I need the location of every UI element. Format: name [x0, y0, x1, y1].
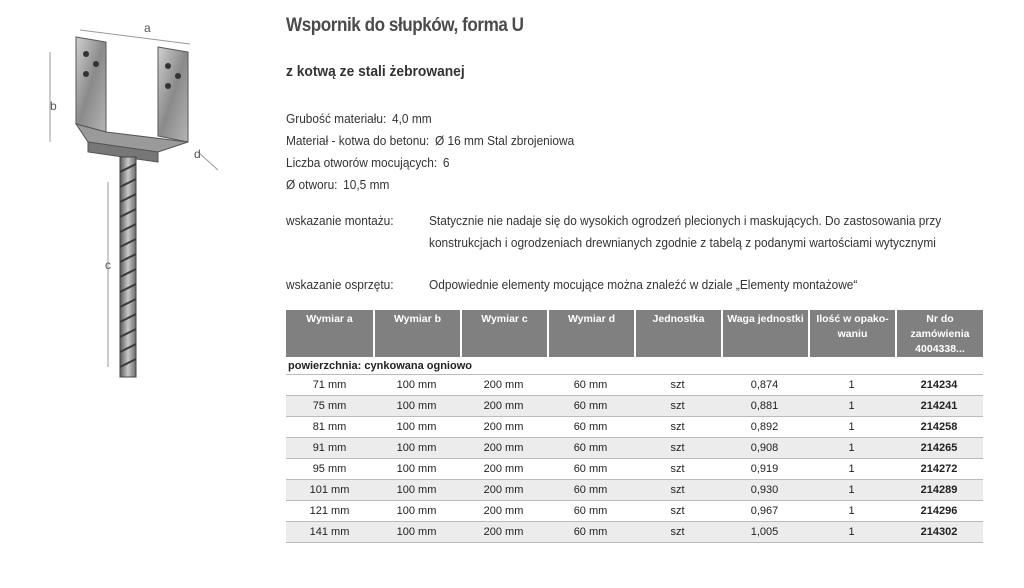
- cell-dimension-b: 100 mm: [373, 396, 460, 417]
- dimension-label-b: b: [50, 99, 57, 113]
- header-dimension-a: Wymiar a: [286, 310, 373, 357]
- spec-value: 4,0 mm: [392, 112, 432, 126]
- cell-unit: szt: [634, 438, 721, 459]
- table-row: [286, 522, 983, 543]
- cell-package-qty: 1: [808, 438, 895, 459]
- cell-unit: szt: [634, 396, 721, 417]
- cell-dimension-d: 60 mm: [547, 396, 634, 417]
- cell-unit-weight: 0,874: [721, 375, 808, 396]
- cell-dimension-a: 101 mm: [286, 480, 373, 501]
- mounting-text: [429, 210, 961, 254]
- cell-package-qty: 1: [808, 396, 895, 417]
- table-header-row: [286, 310, 983, 357]
- u-bracket: [76, 37, 188, 162]
- cell-order-number: 214302: [895, 522, 983, 543]
- cell-unit-weight: 0,930: [721, 480, 808, 501]
- spec-material: [286, 130, 574, 152]
- cell-dimension-d: 60 mm: [547, 480, 634, 501]
- cell-dimension-b: 100 mm: [373, 438, 460, 459]
- cell-dimension-d: 60 mm: [547, 522, 634, 543]
- cell-order-number: 214289: [895, 480, 983, 501]
- cell-dimension-c: 200 mm: [460, 438, 547, 459]
- cell-order-number: 214265: [895, 438, 983, 459]
- cell-package-qty: 1: [808, 375, 895, 396]
- spec-value: 10,5 mm: [343, 178, 390, 192]
- spec-value: Ø 16 mm Stal zbrojeniowa: [434, 134, 575, 148]
- cell-package-qty: 1: [808, 417, 895, 438]
- cell-order-number: 214296: [895, 501, 983, 522]
- cell-dimension-d: 60 mm: [547, 459, 634, 480]
- cell-dimension-b: 100 mm: [373, 522, 460, 543]
- spec-label: Grubość materiału:: [286, 112, 387, 126]
- header-dimension-d: Wymiar d: [547, 310, 634, 357]
- group-label: powierzchnia: cynkowana ogniowo: [286, 357, 983, 375]
- spec-label: Liczba otworów mocujących:: [286, 156, 438, 170]
- table-row: [286, 480, 983, 501]
- header-order-number: Nr do zamówienia 4004338...: [895, 310, 983, 357]
- accessories-text-line: Odpowiednie elementy mocujące można znaleźć w dziale „Elementy montażowe“: [429, 278, 858, 292]
- spec-value: 6: [442, 156, 450, 170]
- table-row: [286, 501, 983, 522]
- product-subtitle: z kotwą ze stali żebrowanej: [286, 63, 465, 80]
- cell-package-qty: 1: [808, 459, 895, 480]
- cell-unit-weight: 0,892: [721, 417, 808, 438]
- spec-hole-diameter: [286, 174, 574, 196]
- product-title: Wspornik do słupków, forma U: [286, 15, 524, 36]
- spec-list: [286, 108, 589, 196]
- cell-dimension-a: 91 mm: [286, 438, 373, 459]
- cell-dimension-c: 200 mm: [460, 396, 547, 417]
- table-row: [286, 459, 983, 480]
- cell-dimension-b: 100 mm: [373, 501, 460, 522]
- cell-order-number: 214234: [895, 375, 983, 396]
- product-illustration: [28, 12, 248, 382]
- cell-unit-weight: 0,967: [721, 501, 808, 522]
- cell-dimension-d: 60 mm: [547, 417, 634, 438]
- cell-dimension-d: 60 mm: [547, 438, 634, 459]
- cell-dimension-c: 200 mm: [460, 522, 547, 543]
- cell-dimension-a: 75 mm: [286, 396, 373, 417]
- header-dimension-c: Wymiar c: [460, 310, 547, 357]
- cell-unit: szt: [634, 480, 721, 501]
- rebar-anchor: [120, 157, 136, 377]
- cell-unit: szt: [634, 417, 721, 438]
- cell-order-number: 214241: [895, 396, 983, 417]
- cell-dimension-a: 141 mm: [286, 522, 373, 543]
- cell-unit: szt: [634, 459, 721, 480]
- mounting-label: wskazanie montażu:: [286, 214, 394, 228]
- cell-dimension-b: 100 mm: [373, 417, 460, 438]
- cell-dimension-a: 95 mm: [286, 459, 373, 480]
- cell-order-number: 214272: [895, 459, 983, 480]
- cell-dimension-a: 81 mm: [286, 417, 373, 438]
- cell-unit: szt: [634, 501, 721, 522]
- spec-label: Ø otworu:: [286, 178, 338, 192]
- cell-package-qty: 1: [808, 522, 895, 543]
- table-group-row: [286, 357, 983, 375]
- cell-dimension-a: 121 mm: [286, 501, 373, 522]
- cell-dimension-d: 60 mm: [547, 375, 634, 396]
- header-unit-weight: Waga jednostki: [721, 310, 808, 357]
- cell-unit: szt: [634, 375, 721, 396]
- cell-dimension-b: 100 mm: [373, 480, 460, 501]
- dimension-label-d: d: [194, 147, 201, 161]
- cell-dimension-b: 100 mm: [373, 459, 460, 480]
- cell-package-qty: 1: [808, 480, 895, 501]
- cell-unit-weight: 0,919: [721, 459, 808, 480]
- table-row: [286, 438, 983, 459]
- product-table: [286, 310, 983, 543]
- mounting-text-line-1: Statycznie nie nadaje się do wysokich ogrodzeń plecionych i maskujących. Do zastosowania przy: [429, 214, 942, 228]
- table-row: [286, 396, 983, 417]
- cell-dimension-d: 60 mm: [547, 501, 634, 522]
- cell-unit-weight: 1,005: [721, 522, 808, 543]
- accessories-text: [429, 274, 961, 296]
- dimension-label-a: a: [144, 21, 151, 35]
- cell-dimension-c: 200 mm: [460, 480, 547, 501]
- spec-label: Materiał - kotwa do betonu:: [286, 134, 430, 148]
- cell-order-number: 214258: [895, 417, 983, 438]
- cell-dimension-c: 200 mm: [460, 501, 547, 522]
- header-dimension-b: Wymiar b: [373, 310, 460, 357]
- header-unit: Jednostka: [634, 310, 721, 357]
- dimension-label-c: c: [105, 258, 111, 272]
- mounting-text-line-2: konstrukcjach i ogrodzeniach drewnianych zgodnie z tabelą z podanymi wartościami wytycznymi: [429, 236, 936, 250]
- cell-unit-weight: 0,908: [721, 438, 808, 459]
- header-package-qty: Ilość w opako- waniu: [808, 310, 895, 357]
- spec-hole-count: [286, 152, 574, 174]
- accessories-label: wskazanie osprzętu:: [286, 278, 394, 292]
- table-row: [286, 375, 983, 396]
- cell-dimension-b: 100 mm: [373, 375, 460, 396]
- spec-material-thickness: [286, 108, 574, 130]
- cell-dimension-a: 71 mm: [286, 375, 373, 396]
- cell-unit-weight: 0,881: [721, 396, 808, 417]
- cell-dimension-c: 200 mm: [460, 417, 547, 438]
- cell-dimension-c: 200 mm: [460, 375, 547, 396]
- cell-package-qty: 1: [808, 501, 895, 522]
- cell-dimension-c: 200 mm: [460, 459, 547, 480]
- table-row: [286, 417, 983, 438]
- cell-unit: szt: [634, 522, 721, 543]
